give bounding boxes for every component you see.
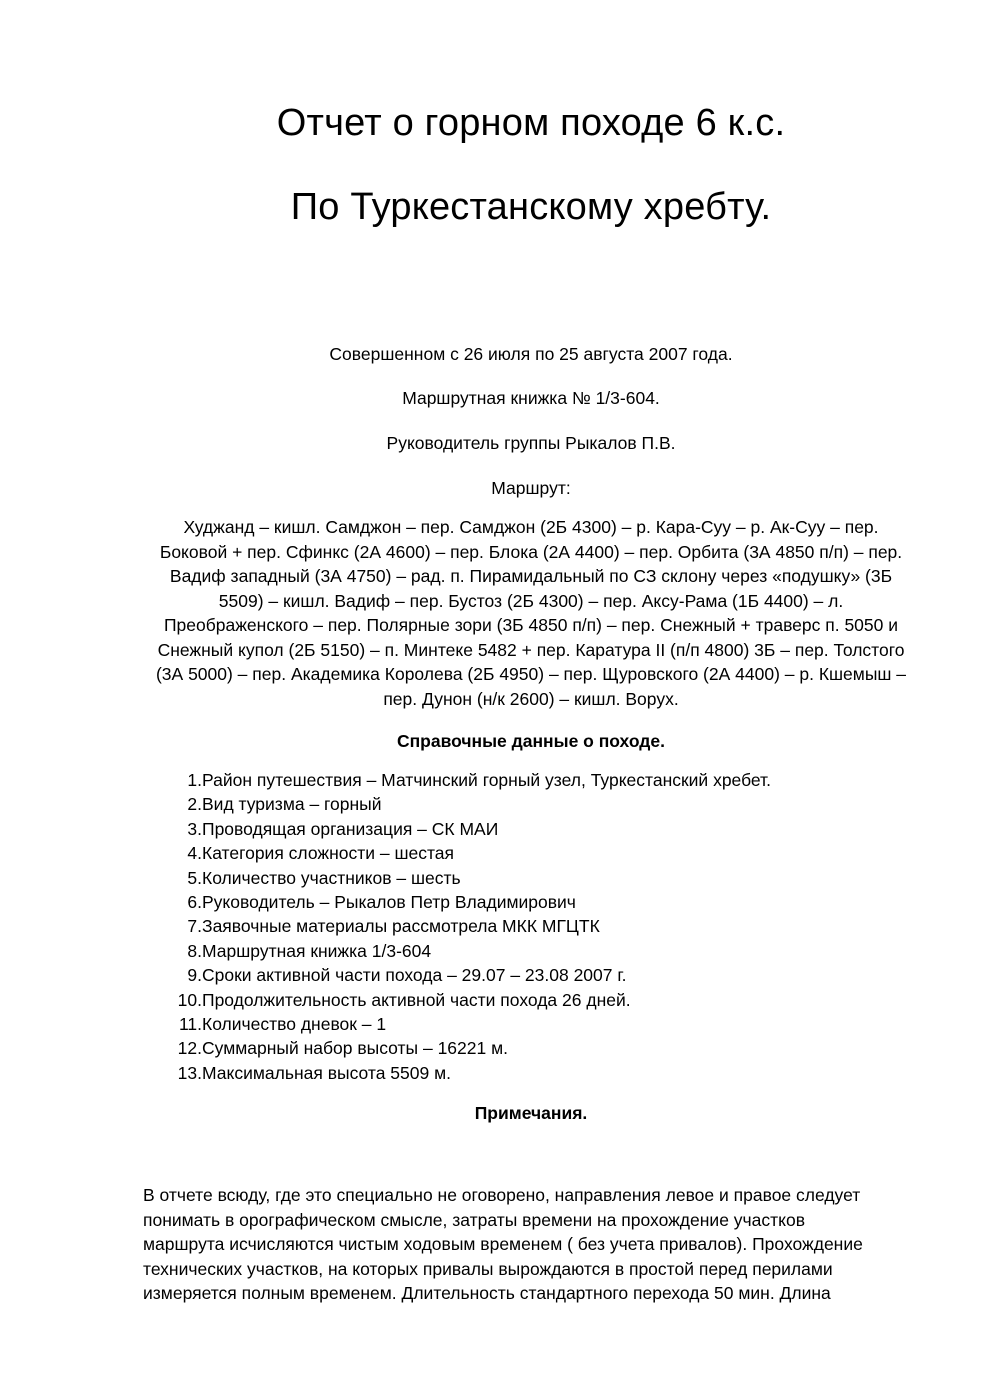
list-item	[160, 1061, 920, 1085]
list-item-number: 8.	[187, 940, 202, 961]
list-item-number: 9.	[187, 965, 202, 986]
route-label: Маршрут:	[491, 478, 571, 498]
list-item-text: Количество участников – шесть	[202, 867, 461, 888]
list-item-text: Суммарный набор высоты – 16221 м.	[202, 1038, 508, 1059]
notes-line: измеряется полным временем. Длительность стандартного перехода 50 мин. Длина	[143, 1283, 831, 1304]
notes-line: В отчете всюду, где это специально не оговорено, направления левое и правое следует	[143, 1185, 861, 1205]
route-book-number: Маршрутная книжка № 1/3-604.	[402, 388, 660, 408]
list-item	[160, 792, 920, 816]
list-item	[160, 817, 920, 841]
notes-line: маршрута исчисляются чистым ходовым временем ( без учета привалов). Прохождение	[143, 1234, 863, 1255]
list-item-text: Категория сложности – шестая	[202, 843, 455, 864]
list-item-text: Вид туризма – горный	[202, 794, 382, 815]
route-description	[140, 515, 922, 711]
list-item	[160, 866, 920, 890]
trip-dates: Совершенном с 26 июля по 25 августа 2007 года.	[329, 344, 733, 364]
list-item-text: Руководитель – Рыкалов Петр Владимирович	[202, 892, 576, 913]
route-line: Боковой + пер. Сфинкс (2А 4600) – пер. Блока (2А 4400) – пер. Орбита (3А 4850 п/п) – пер.	[159, 541, 903, 562]
list-item	[160, 1012, 920, 1036]
list-item-number: 13.	[177, 1062, 202, 1083]
list-item-number: 11.	[178, 1014, 202, 1035]
list-item-number: 10.	[177, 989, 202, 1010]
group-leader: Руководитель группы Рыкалов П.В.	[386, 433, 676, 453]
route-line: (3А 5000) – пер. Академика Королева (2Б 4950) – пер. Щуровского (2А 4400) – р. Кшемыш –	[155, 664, 907, 684]
route-line: Худжанд – кишл. Самджон – пер. Самджон (2Б 4300) – р. Кара-Суу – р. Ак-Суу – пер.	[183, 517, 879, 537]
notes-heading: Примечания.	[474, 1103, 588, 1123]
list-item-number: 4.	[187, 843, 202, 864]
notes-line: технических участков, на которых привалы вырождаются в простой перед перилами	[143, 1258, 833, 1279]
route-line: Преображенского – пер. Полярные зори (3Б 4850 п/п) – пер. Снежный + траверс п. 5050 и	[163, 615, 899, 635]
route-line: 5509) – кишл. Вадиф – пер. Бустоз (2Б 4300) – пер. Аксу-Рама (1Б 4400) – л.	[218, 590, 844, 611]
list-item	[160, 988, 920, 1012]
list-item	[160, 841, 920, 865]
info-list	[160, 768, 920, 1085]
route-line: пер. Дунон (н/к 2600) – кишл. Ворух.	[383, 688, 679, 709]
notes-paragraph	[143, 1183, 923, 1306]
list-item-text: Продолжительность активной части похода 26 дней.	[202, 989, 631, 1010]
list-item-text: Сроки активной части похода – 29.07 – 23.08 2007 г.	[202, 965, 627, 986]
list-item	[160, 939, 920, 963]
list-item-text: Район путешествия – Матчинский горный узел, Туркестанский хребет.	[202, 770, 771, 790]
list-item	[160, 914, 920, 938]
notes-line: понимать в орографическом смысле, затраты времени на прохождение участков	[143, 1209, 806, 1230]
list-item-number: 12.	[177, 1038, 202, 1059]
list-item-number: 6.	[187, 892, 202, 913]
list-item-number: 2.	[187, 794, 202, 815]
info-heading: Справочные данные о походе.	[396, 731, 666, 751]
list-item	[160, 768, 920, 792]
list-item-text: Количество дневок – 1	[202, 1014, 387, 1035]
list-item-text: Максимальная высота 5509 м.	[202, 1062, 451, 1083]
report-title: Отчет о горном походе 6 к.с.	[276, 102, 786, 144]
list-item	[160, 963, 920, 987]
route-line: Снежный купол (2Б 5150) – п. Минтеке 5482 + пер. Каратура II (п/п 4800) 3Б – пер. Толстого	[157, 639, 905, 660]
list-item-text: Проводящая организация – СК МАИ	[202, 818, 499, 839]
list-item	[160, 1036, 920, 1060]
route-line: Вадиф западный (3А 4750) – рад. п. Пирамидальный по СЗ склону через «подушку» (3Б	[169, 566, 893, 586]
report-subtitle: По Туркестанскому хребту.	[290, 186, 772, 228]
list-item-number: 5.	[187, 867, 202, 888]
list-item-text: Маршрутная книжка 1/3-604	[202, 940, 432, 961]
list-item-number: 3.	[187, 818, 202, 839]
list-item-number: 7.	[187, 916, 202, 937]
list-item-number: 1.	[187, 770, 202, 790]
list-item	[160, 890, 920, 914]
list-item-text: Заявочные материалы рассмотрела МКК МГЦТК	[202, 916, 600, 937]
